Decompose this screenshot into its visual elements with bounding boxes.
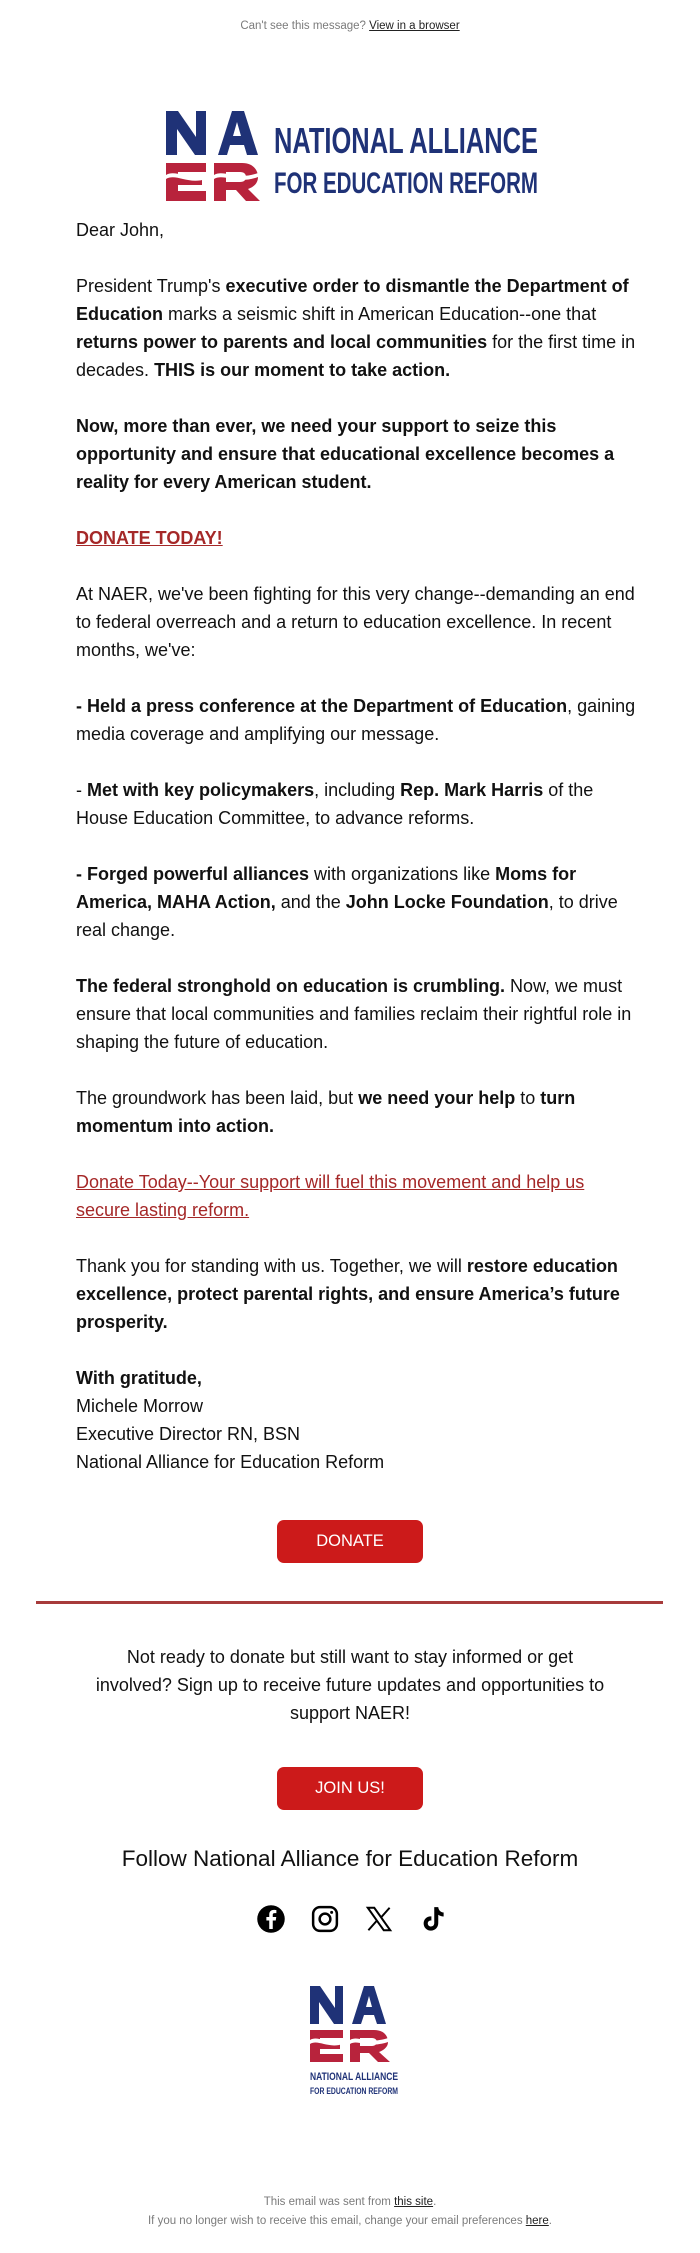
stronghold-paragraph: The federal stronghold on education is crumbling. Now, we must ensure that local communities and families reclaim their rightful role in shaping the future of education.	[76, 976, 632, 1052]
achievement-alliances: - Forged powerful alliances with organizations like Moms for America, MAHA Action, and the John Locke Foundation, to drive real change.	[76, 864, 618, 940]
support-paragraph: Now, more than ever, we need your support to seize this opportunity and ensure that educational excellence becomes a reality for every American student.	[76, 416, 615, 492]
brand-name-line2: FOR EDUCATION REFORM	[274, 167, 538, 200]
signer-name: Michele Morrow	[76, 1396, 204, 1416]
naer-paragraph: At NAER, we've been fighting for this very change--demanding an end to federal overreach and a return to education excellence. In recent months, we've:	[76, 584, 635, 660]
preheader	[0, 0, 700, 40]
footer-brand-line1: NATIONAL ALLIANCE	[310, 2071, 398, 2083]
signature	[76, 1364, 636, 1476]
signer-title: Executive Director RN, BSN	[76, 1424, 301, 1444]
social-links	[250, 1904, 450, 1934]
donate-button[interactable]: DONATE	[277, 1520, 423, 1563]
divider	[36, 1601, 663, 1604]
this-site-link[interactable]: this site	[394, 2196, 434, 2208]
facebook-icon[interactable]	[256, 1904, 286, 1934]
naer-logo	[162, 109, 542, 205]
x-icon[interactable]	[364, 1904, 394, 1934]
naer-footer-logo	[306, 1984, 402, 2110]
footer	[0, 2193, 700, 2231]
donate-today-link[interactable]: DONATE TODAY!	[76, 528, 223, 548]
join-us-button[interactable]: JOIN US!	[277, 1767, 423, 1810]
brand-name-line1: NATIONAL ALLIANCE	[274, 120, 538, 161]
signoff: With gratitude,	[76, 1368, 202, 1388]
view-in-browser-link[interactable]: View in a browser	[369, 20, 460, 32]
footer-sent-from: This email was sent from this site.	[263, 2196, 437, 2208]
intro-paragraph: President Trump's executive order to dismantle the Department of Education marks a seismic shift in American Education--one that returns power to parents and local communities for the first time in decades. THIS is our moment to take action.	[76, 276, 636, 380]
signer-org: National Alliance for Education Reform	[76, 1452, 385, 1472]
naer-mark-icon	[166, 111, 260, 201]
achievement-policymakers: - Met with key policymakers, including Rep. Mark Harris of the House Education Committee, to advance reforms.	[76, 780, 594, 828]
groundwork-paragraph: The groundwork has been laid, but we need your help to turn momentum into action.	[76, 1088, 576, 1136]
achievement-press-conference: - Held a press conference at the Department of Education, gaining media coverage and amplifying our message.	[76, 696, 636, 744]
footer-unsubscribe: If you no longer wish to receive this email, change your email preferences here.	[147, 2215, 552, 2227]
footer-brand-line2: FOR EDUCATION REFORM	[310, 2086, 398, 2096]
signup-text: Not ready to donate but still want to stay informed or get involved? Sign up to receive future updates and opportunities to support NAER!	[95, 1647, 605, 1723]
greeting: Dear John,	[76, 220, 165, 240]
preferences-link[interactable]: here	[525, 2215, 549, 2227]
donate-support-link[interactable]: Donate Today--Your support will fuel this movement and help us secure lasting reform.	[76, 1172, 585, 1220]
preheader-text: Can't see this message?	[240, 20, 366, 32]
tiktok-icon[interactable]	[418, 1904, 448, 1934]
thanks-paragraph: Thank you for standing with us. Together, we will restore education excellence, protect parental rights, and ensure America’s future prosperity.	[76, 1256, 620, 1332]
instagram-icon[interactable]	[310, 1904, 340, 1934]
email-body	[76, 216, 636, 1476]
follow-heading: Follow National Alliance for Education Reform	[121, 1846, 579, 1871]
